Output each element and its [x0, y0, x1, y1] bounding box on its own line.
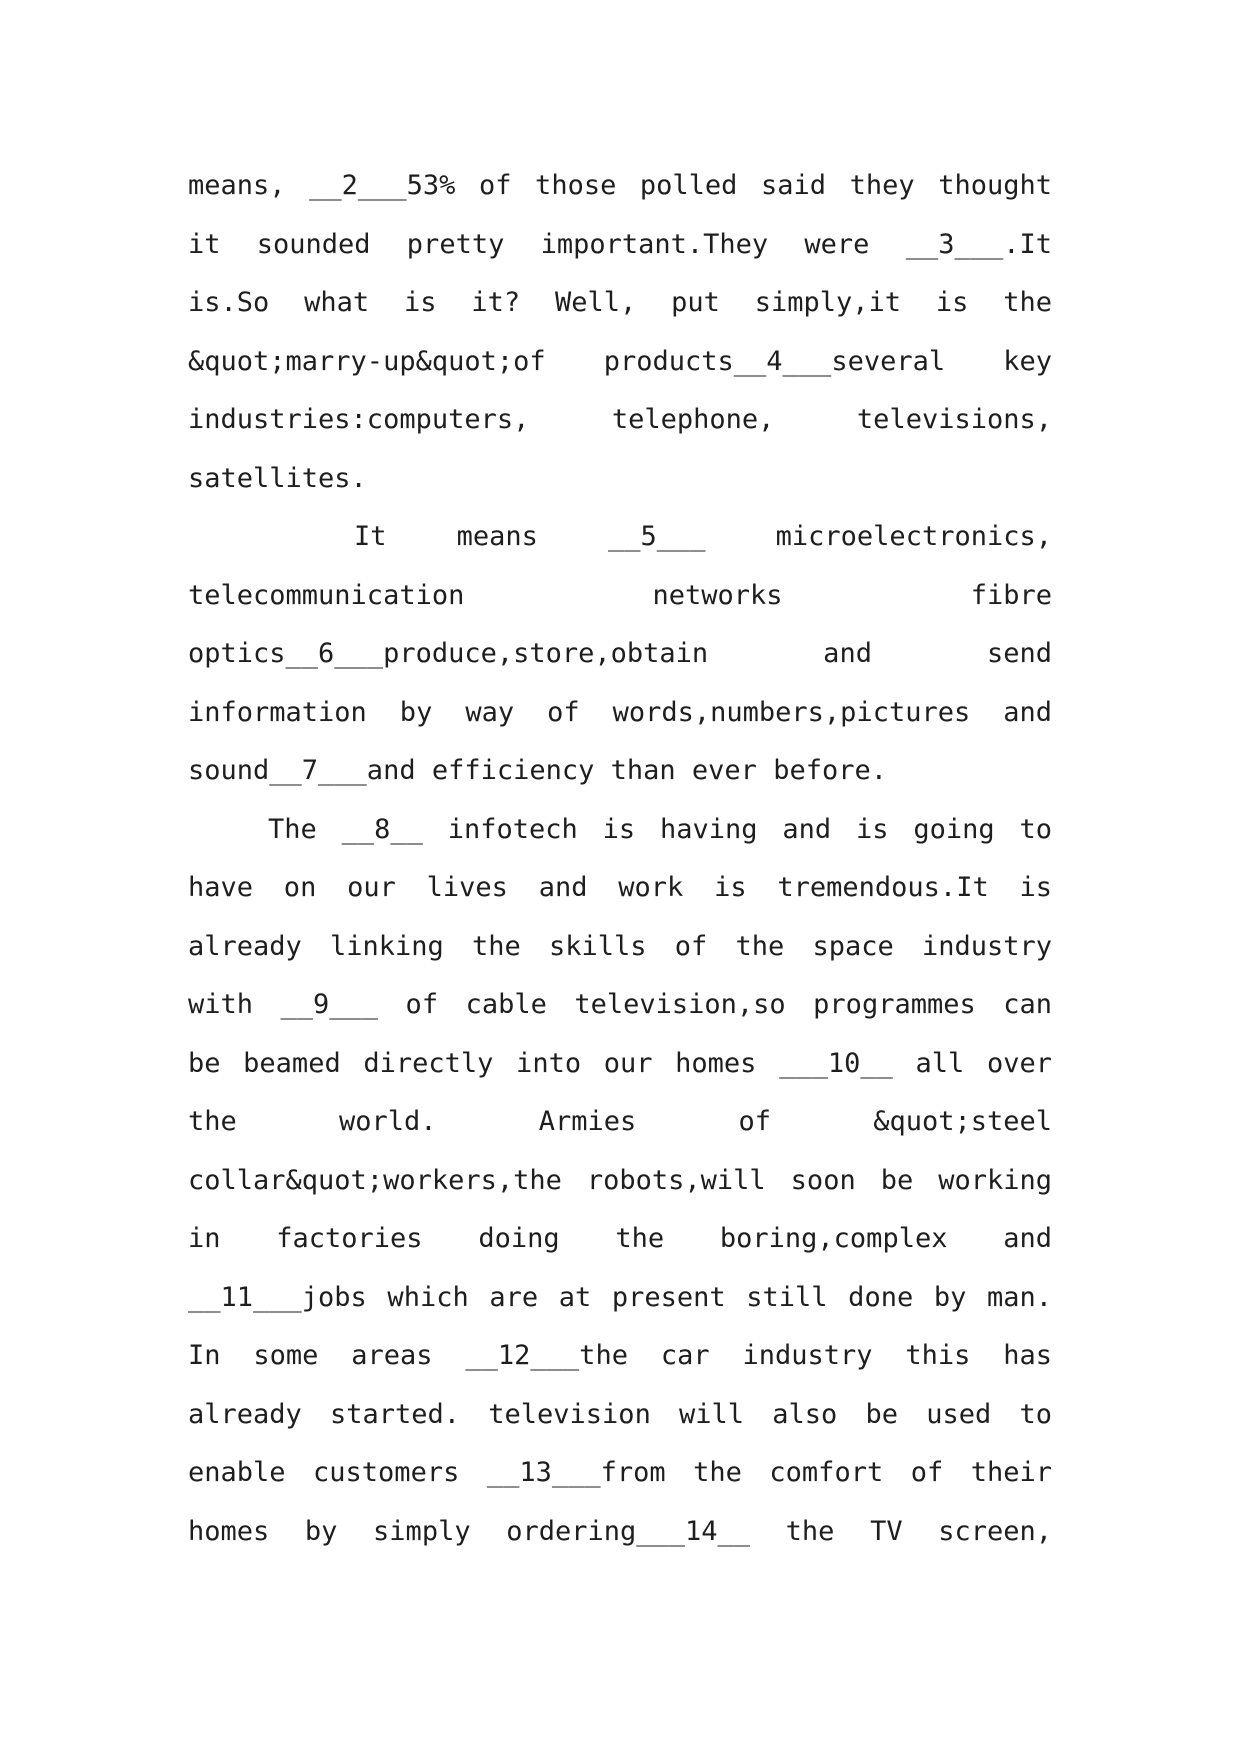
- text-line-17: the world. Armies of &quot;steel: [188, 1106, 1052, 1137]
- text-line-22: already started. television will also be used to: [188, 1398, 1052, 1430]
- text-line-11: sound__7___and efficiency than ever before.: [188, 755, 887, 786]
- text-line-3: is.So what is it? Well, put simply,it is the: [188, 287, 1052, 318]
- text-line-18: collar&quot;workers,the robots,will soon be working: [188, 1164, 1052, 1196]
- text-line-7: It means __5___ microelectronics,: [354, 521, 1052, 552]
- text-line-10: information by way of words,numbers,pictures and: [188, 696, 1052, 728]
- text-line-23: enable customers __13___from the comfort of their: [188, 1457, 1052, 1488]
- text-line-4: &quot;marry-up&quot;of products__4___several key: [188, 345, 1052, 377]
- text-line-24: homes by simply ordering___14__ the TV screen,: [188, 1515, 1052, 1547]
- text-line-2: it sounded pretty important.They were __3___.It: [188, 228, 1052, 260]
- document-page: [188, 157, 1052, 1561]
- text-line-6: satellites.: [188, 462, 367, 494]
- text-line-8: telecommunication networks fibre: [188, 579, 1052, 611]
- text-line-21: In some areas __12___the car industry this has: [188, 1340, 1052, 1371]
- text-line-15: with __9___ of cable television,so programmes can: [188, 989, 1052, 1020]
- text-line-1: means, __2___53% of those polled said they thought: [188, 170, 1052, 201]
- text-line-20: __11___jobs which are at present still done by man.: [188, 1281, 1052, 1313]
- text-line-14: already linking the skills of the space industry: [188, 930, 1052, 962]
- text-line-19: in factories doing the boring,complex and: [188, 1223, 1052, 1254]
- text-line-16: be beamed directly into our homes ___10__ all over: [188, 1047, 1052, 1079]
- text-line-5: industries:computers, telephone, televisions,: [188, 404, 1052, 435]
- text-line-12: The __8__ infotech is having and is going to: [268, 813, 1052, 845]
- text-line-9: optics__6___produce,store,obtain and send: [188, 638, 1052, 669]
- text-line-13: have on our lives and work is tremendous.It is: [188, 872, 1052, 903]
